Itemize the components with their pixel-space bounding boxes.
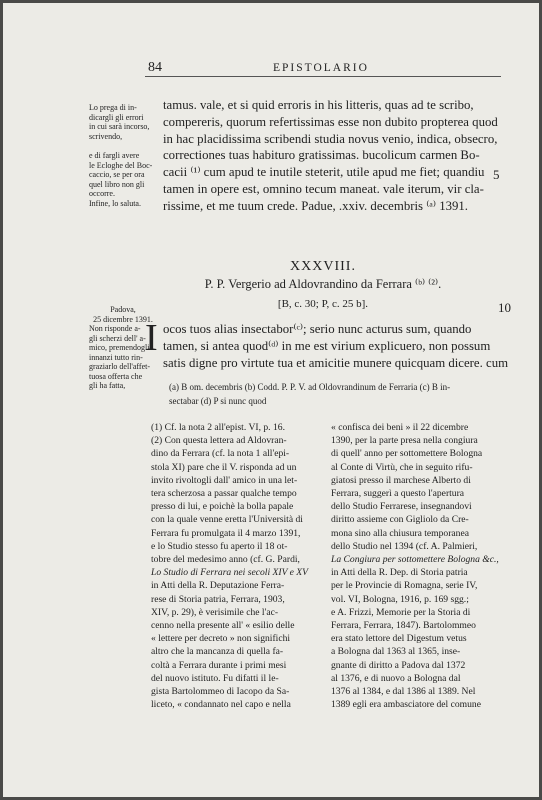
footnote-line: tera scherzosa a passar qualche tempo: [151, 488, 297, 500]
footnote-line: tobre del medesimo anno (cf. G. Pardi,: [151, 554, 300, 566]
footnote-line: liceto, « condannato nel capo e nella: [151, 699, 291, 711]
footnote-line: giatosi presso il marchese Alberto di: [331, 474, 471, 486]
margin-place: Padova,: [110, 305, 136, 314]
apparatus-line: (a) B om. decembris (b) Codd. P. P. V. ad Oldovrandinum de Ferraria (c) B in-: [169, 382, 451, 392]
footnote-line: gista Bartolommeo di Iacopo da Sa-: [151, 686, 290, 698]
margin-line: innanzi tutto rin-: [89, 352, 143, 362]
previous-letter-ending: [163, 97, 498, 215]
footnote-line: Ferrara, Ferrara, 1847). Bartolommeo: [331, 620, 476, 632]
footnote-line: (2) Con questa lettera ad Aldovran-: [151, 435, 287, 447]
margin-line: caccio, se per ora: [89, 170, 145, 179]
footnote-line: in Atti della R. Dep. di Storia patria: [331, 567, 468, 579]
footnote-line: mona sino alla chiusura temporanea: [331, 527, 469, 539]
footnote-line: di quell' anno per sottomettere Bologna: [331, 448, 483, 460]
footnote-line: e A. Frizzi, Memorie per la Storia di: [331, 606, 471, 618]
footnote-line: Ferrara, suggerì a questo l'apertura: [331, 488, 465, 500]
margin-line: e di fargli avere: [89, 151, 140, 160]
footnote-line: Ferrara fu promulgata il 4 marzo 1391,: [151, 527, 301, 539]
footnote-line: presso di lui, e poichè la bolla papale: [151, 501, 294, 513]
header-rule: [145, 76, 501, 77]
footnote-line: invito rivoltogli dall' amico in una let-: [151, 474, 298, 486]
margin-line: mico, premendogli: [89, 343, 150, 352]
margin-date: 25 dicembre 1391.: [93, 314, 153, 324]
margin-line: Lo prega di in-: [89, 103, 137, 112]
footnote-line: in Atti della R. Deputazione Ferra-: [151, 580, 285, 592]
footnote-line: al 1376, e di nuovo a Bologna dal: [331, 672, 461, 684]
footnote-line: « lettere per decreto » non significhi: [151, 633, 291, 645]
footnote-line: diritto assieme con Gigliolo da Cre-: [331, 514, 469, 526]
letter-heading: P. P. Vergerio ad Aldovrandino da Ferrara ⁽ᵇ⁾ ⁽²⁾.: [204, 277, 442, 291]
margin-line: dicargli gli errori: [89, 112, 144, 122]
text-line: compereris, quorum refertissimas esse non dubito propterea quod: [163, 114, 498, 129]
line-number-5: 5: [493, 167, 500, 182]
letter-text: [163, 321, 508, 371]
margin-line: gli scherzi dell' a-: [89, 333, 146, 343]
footnote-line: cenno nella presente all' « esilio delle: [151, 620, 295, 632]
footnote-line: gnante di diritto a Padova dal 1372: [331, 659, 466, 671]
margin-line: scrivendo,: [89, 131, 123, 141]
apparatus-line: sectabar (d) P si nunc quod: [169, 396, 267, 406]
text-line: satis digne pro virtute tua et amicitie munere quicquam dicere. cum: [163, 355, 509, 370]
critical-apparatus: [169, 380, 450, 408]
text-line: rissime, et me tuum crede. Padue, .xxiv. decembris ⁽ᵃ⁾ 1391.: [163, 198, 468, 213]
text-line: correctiones tuas habituro gratissimas. bucolicum carmen Bo-: [163, 148, 480, 163]
footnote-line: altro che la mancanza di quella fa-: [151, 646, 284, 658]
footnote-line: La Congiura per sottomettere Bologna &c.,: [331, 554, 499, 566]
text-line: ocos tuos alias insectabor⁽ᶜ⁾; serio nunc acturus sum, quando: [163, 322, 472, 336]
margin-line: Infine, lo saluta.: [89, 198, 141, 208]
footnotes-left-column: [151, 421, 308, 711]
text-line: tamus. vale, et si quid erroris in his litteris, quas ad te scribo,: [163, 98, 474, 112]
footnote-line: al Conte di Virtù, che in seguito rifu-: [331, 461, 473, 473]
margin-line: quel libro non gli: [89, 179, 145, 189]
margin-line: Non risponde a-: [89, 324, 141, 333]
margin-note-2: [89, 151, 157, 208]
footnote-line: dello Studio nel 1394 (cf. A. Palmieri,: [331, 540, 478, 552]
drop-cap: I: [145, 317, 158, 359]
footnote-line: « confisca dei beni » il 22 dicembre: [331, 422, 469, 433]
book-page: [3, 3, 539, 797]
line-number-10: 10: [498, 300, 511, 315]
margin-line: occorre.: [89, 189, 115, 198]
footnote-line: vol. VI, Bologna, 1916, p. 169 sgg.;: [331, 593, 469, 605]
margin-note-1: [89, 103, 157, 141]
footnotes-right-column: [331, 421, 499, 711]
footnote-line: del nuovo istituto. Fu difatti il le-: [151, 672, 279, 684]
footnote-line: XIV, p. 29), è verisimile che l'ac-: [151, 606, 279, 618]
letter-number: XXXVIII.: [290, 259, 356, 274]
footnote-line: per le Provincie di Romagna, serie IV,: [331, 580, 478, 592]
footnote-line: dino da Ferrara (cf. la nota 1 all'epi-: [151, 448, 290, 460]
footnote-line: era stato lettore del Digestum vetus: [331, 633, 467, 645]
margin-line: tuosa offerta che: [89, 371, 143, 381]
margin-line: graziarlo dell'affet-: [89, 362, 151, 371]
footnote-line: rese di Storia patria, Ferrara, 1903,: [151, 593, 285, 605]
page-number: 84: [148, 60, 162, 75]
margin-line: gli ha fatta,: [89, 381, 126, 390]
footnote-line: 1390, per la parte presa nella congiura: [331, 435, 478, 447]
footnote-line: e lo Studio stesso fu aperto il 18 ot-: [151, 540, 288, 552]
footnote-line: con la quale venne eretta l'Università di: [151, 514, 303, 526]
footnote-line: coltà a Ferrara durante i primi mesi: [151, 659, 287, 671]
margin-line: le Ecloghe del Boc-: [89, 160, 153, 170]
text-line: in hac placidissima scribendi studia novus venio, indica, obsecro,: [163, 131, 498, 146]
footnote-line: a Bologna dal 1363 al 1365, inse-: [331, 646, 461, 658]
text-line: tamen, si antea quod⁽ᵈ⁾ in me est virium explicuero, non possum: [163, 338, 491, 353]
footnote-line: 1376 al 1384, e dal 1386 al 1389. Nel: [331, 686, 476, 698]
text-line: cacii ⁽¹⁾ cum apud te inutile steterit, utile apud me fiet; quandiu: [163, 165, 485, 180]
running-title: EPISTOLARIO: [273, 62, 369, 74]
text-line: tamen in opere est, omnino tecum maneat. vale iterum, vir cla-: [163, 181, 484, 196]
margin-line: in cui sarà incorso,: [89, 122, 150, 131]
footnote-line: (1) Cf. la nota 2 all'epist. VI, p. 16.: [151, 422, 285, 433]
footnote-line: dello Studio Ferrarese, insegnandovi: [331, 501, 472, 513]
footnote-line: 1389 egli era ambasciatore del comune: [331, 699, 481, 711]
manuscript-reference: [B, c. 30; P, c. 25 b].: [277, 298, 369, 310]
footnote-line: stola XI) pare che il V. risponda ad un: [151, 461, 297, 473]
footnote-line: Lo Studio di Ferrara nei secoli XIV e XV: [151, 567, 309, 579]
